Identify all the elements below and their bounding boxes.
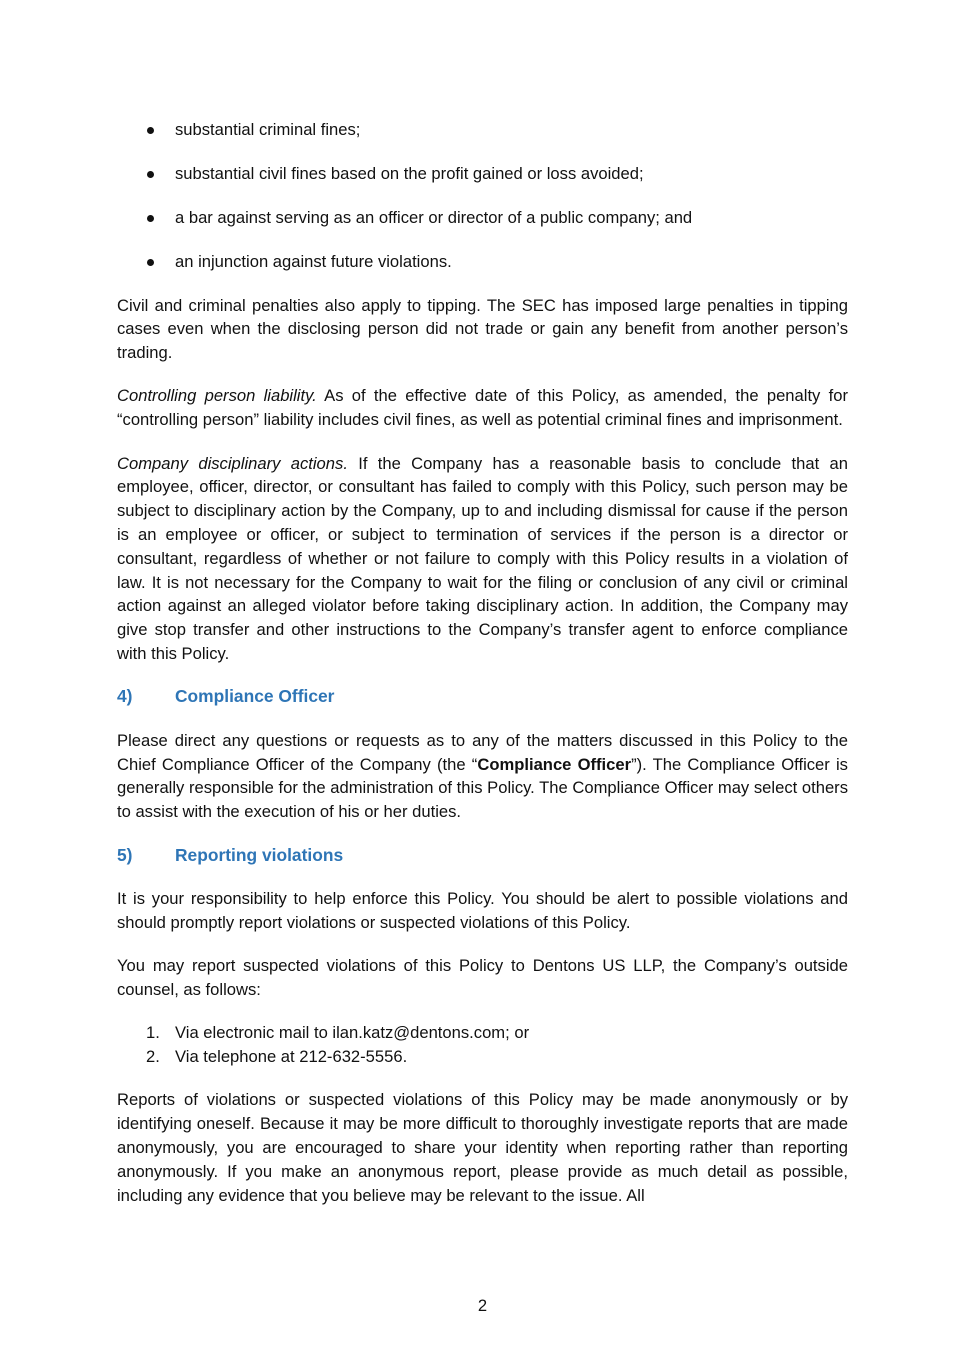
penalties-list: [117, 118, 848, 274]
responsibility-paragraph: It is your responsibility to help enforce this Policy. You should be alert to possible violations and should promptly report violations or suspected violations of this Policy.: [117, 889, 848, 932]
controlling-person-label: Controlling person liability.: [117, 386, 317, 406]
anonymous-report-paragraph: Reports of violations or suspected violations of this Policy may be made anonymously or by identifying oneself. Because it may be more difficult to thoroughly investigate reports that are made anonymously, you are encouraged to share your identity when reporting rather than reporting anonymously. If you make an anonymous report, please provide as much detail as possible, including any evidence that you believe may be relevant to the issue. All: [117, 1090, 848, 1205]
section-5-number: 5): [117, 844, 133, 865]
list-item: 1. Via electronic mail to ilan.katz@dentons.com; or: [146, 1023, 530, 1043]
page-content: [117, 118, 848, 1227]
page-number: 2: [477, 1296, 488, 1315]
section-4-heading: [117, 685, 848, 709]
reporting-methods-list: [117, 1021, 848, 1069]
tipping-paragraph: Civil and criminal penalties also apply to tipping. The SEC has imposed large penalties in tipping cases even when the disclosing person did not trade or gain any benefit from another person’s trading.: [117, 295, 848, 363]
section-5-title: Reporting violations: [175, 844, 344, 865]
section-4-title: Compliance Officer: [175, 686, 335, 707]
list-item: an injunction against future violations.: [117, 250, 848, 274]
bullet-icon: [147, 171, 154, 178]
controlling-person-text: As of the effective date of this Policy, as amended, the penalty for “controlling person” liability includes civil fines, as well as potential criminal fines and imprisonment.: [117, 386, 848, 430]
list-item: substantial civil fines based on the profit gained or loss avoided;: [117, 162, 848, 186]
bullet-icon: [147, 127, 154, 134]
compliance-officer-term: Compliance Officer: [477, 754, 632, 774]
disciplinary-label: Company disciplinary actions.: [117, 453, 348, 473]
list-item: substantial criminal fines;: [117, 118, 848, 142]
disciplinary-text: If the Company has a reasonable basis to conclude that an employee, officer, director, or consultant has failed to comply with this Policy, such person may be subject to disciplinary action by the Company, up to and including dismissal for cause if the person is an employee or officer, or subject to termination of services if the person is a director or consultant, regardless of whether or not failure to comply with this Policy results in a violation of law. It is not necessary for the Company to wait for the filing or conclusion of any civil or criminal action against an alleged violator before taking disciplinary action. In addition, the Company may give stop transfer and other instructions to the Company’s transfer agent to enforce compliance with this Policy.: [117, 453, 848, 663]
controlling-person-paragraph: [117, 384, 848, 432]
compliance-officer-paragraph: Please direct any questions or requests as to any of the matters discussed in this Policy to the Chief Compliance Officer of the Company (the “Compliance Officer”). The Compliance Officer is generally responsible for the administration of this Policy. The Compliance Officer may select others to assist with the execution of his or her duties.: [117, 730, 848, 822]
report-intro-paragraph: You may report suspected violations of this Policy to Dentons US LLP, the Company’s outside counsel, as follows:: [117, 956, 848, 999]
section-5-heading: [117, 844, 848, 868]
section-4-number: 4): [117, 686, 133, 707]
disciplinary-paragraph: [117, 452, 848, 666]
bullet-icon: [147, 259, 154, 266]
list-item: a bar against serving as an officer or director of a public company; and: [117, 206, 848, 230]
list-item: 2. Via telephone at 212-632-5556.: [146, 1047, 408, 1067]
bullet-icon: [147, 215, 154, 222]
